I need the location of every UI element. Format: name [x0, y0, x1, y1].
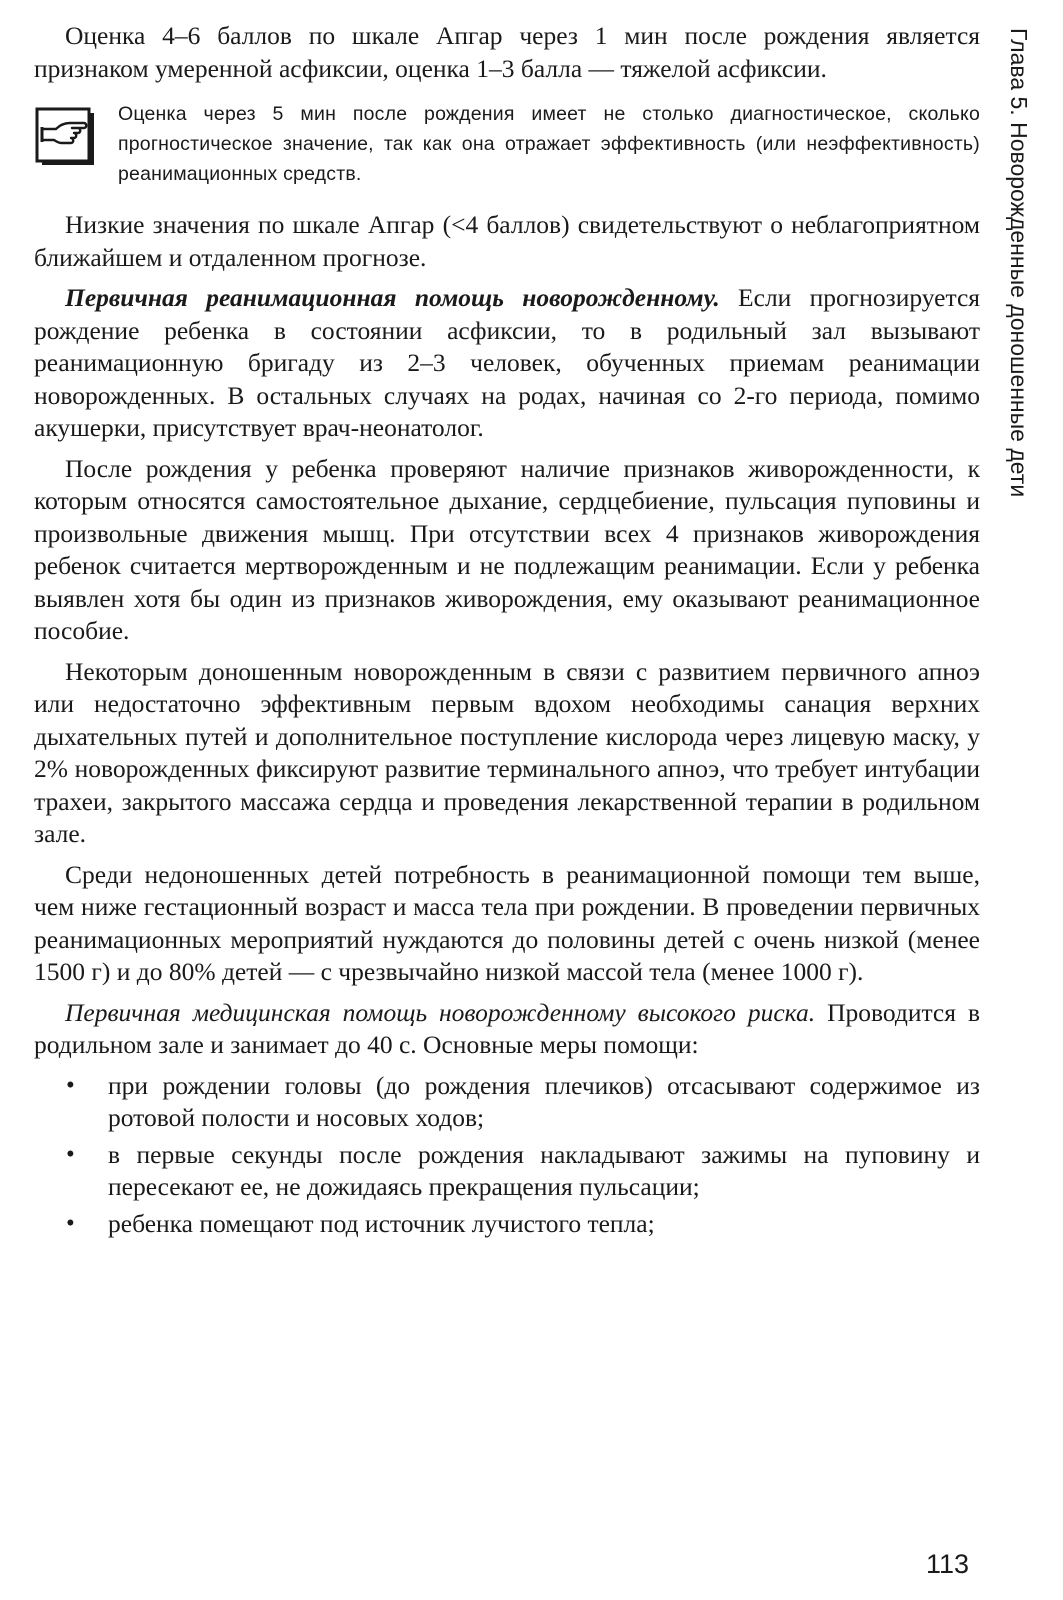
paragraph-preterm-needs: Среди недоношенных детей потребность в реанимационной помощи тем выше, чем ниже гестационный возраст и масса тела при рождении. В проведении первичных реанимационных мероприятий нуждаются до половины детей с очень низкой (менее 1500 г) и до 80% детей — с чрезвычайно низкой массой тела (менее 1000 г). [34, 859, 980, 986]
section-lead-high-risk-care: Первичная медицинская помощь новорожденному высокого риска. [65, 997, 816, 1027]
paragraph-primary-resuscitation [34, 282, 980, 445]
paragraph-primary-resuscitation-text: Если прогнозируется рождение ребенка в состоянии асфиксии, то в родильный зал вызывают реанимационную бригаду из 2–3 человек, обученных приемам реанимации новорожденных. В остальных случаях на родах, начиная со 2-го периода, помимо акушерки, присутствует врач-неонатолог. [34, 283, 981, 442]
paragraph-full-term-apnea: Некоторым доношенным новорожденным в связи с развитием первичного апноэ или недостаточно эффективным первым вдохом необходимы санация верхних дыхательных путей и дополнительное поступление кислорода через лицевую маску, у 2% новорожденных фиксируют развитие терминального апноэ, что требует интубации трахеи, закрытого массажа сердца и проведения лекарственной терапии в родильном зале. [34, 656, 980, 848]
bullet-marker: • [66, 1209, 75, 1237]
measures-list [34, 1070, 980, 1241]
paragraph-high-risk-care-text: Проводится в родильном зале и занимает до 40 с. Основные меры помощи: [34, 997, 980, 1059]
paragraph-low-apgar: Низкие значения по шкале Апгар (<4 баллов) свидетельствуют о неблагоприятном ближайшем и отдаленном прогнозе. [34, 210, 980, 272]
section-lead-primary-resuscitation: Первичная реанимационная помощь новорожденному. [65, 283, 720, 312]
running-head: Глава 5. Новорожденные доношенные дети [1006, 28, 1032, 498]
list-item [34, 1070, 980, 1135]
page-number: 113 [926, 1549, 970, 1579]
list-item-text: при рождении головы (до рождения плечиков) отсасывают содержимое из ротовой полости и носовых ходов; [108, 1070, 980, 1132]
pointing-hand-icon [34, 107, 98, 169]
list-item [34, 1139, 980, 1204]
body-text [34, 20, 980, 1244]
list-item [34, 1208, 980, 1241]
paragraph-signs-of-live-birth: После рождения у ребенка проверяют наличие признаков живорожденности, к которым относятся самостоятельное дыхание, сердцебиение, пульсация пуповины и произвольные движения мышц. При отсутствии всех 4 признаков живорождения ребенок считается мертворожденным и не подлежащим реанимации. Если у ребенка выявлен хотя бы один из признаков живорождения, ему оказывают реанимационное пособие. [34, 453, 980, 645]
note-text: Оценка через 5 мин после рождения имеет не столько диагностическое, сколько прогностическое значение, так как она отражает эффективность (или неэффективность) реанимационных средств. [118, 103, 980, 185]
bullet-marker: • [66, 1071, 75, 1099]
list-item-text: в первые секунды после рождения накладывают зажимы на пуповину и пересекают ее, не дожидаясь прекращения пульсации; [108, 1139, 980, 1201]
list-item-text: ребенка помещают под источник лучистого тепла; [108, 1208, 655, 1238]
paragraph-high-risk-care [34, 997, 980, 1062]
bullet-marker: • [66, 1140, 75, 1168]
note-box [34, 99, 980, 191]
paragraph-apgar-1min: Оценка 4–6 баллов по шкале Апгар через 1 мин после рождения является признаком умеренной асфиксии, оценка 1–3 балла — тяжелой асфиксии. [34, 21, 980, 83]
